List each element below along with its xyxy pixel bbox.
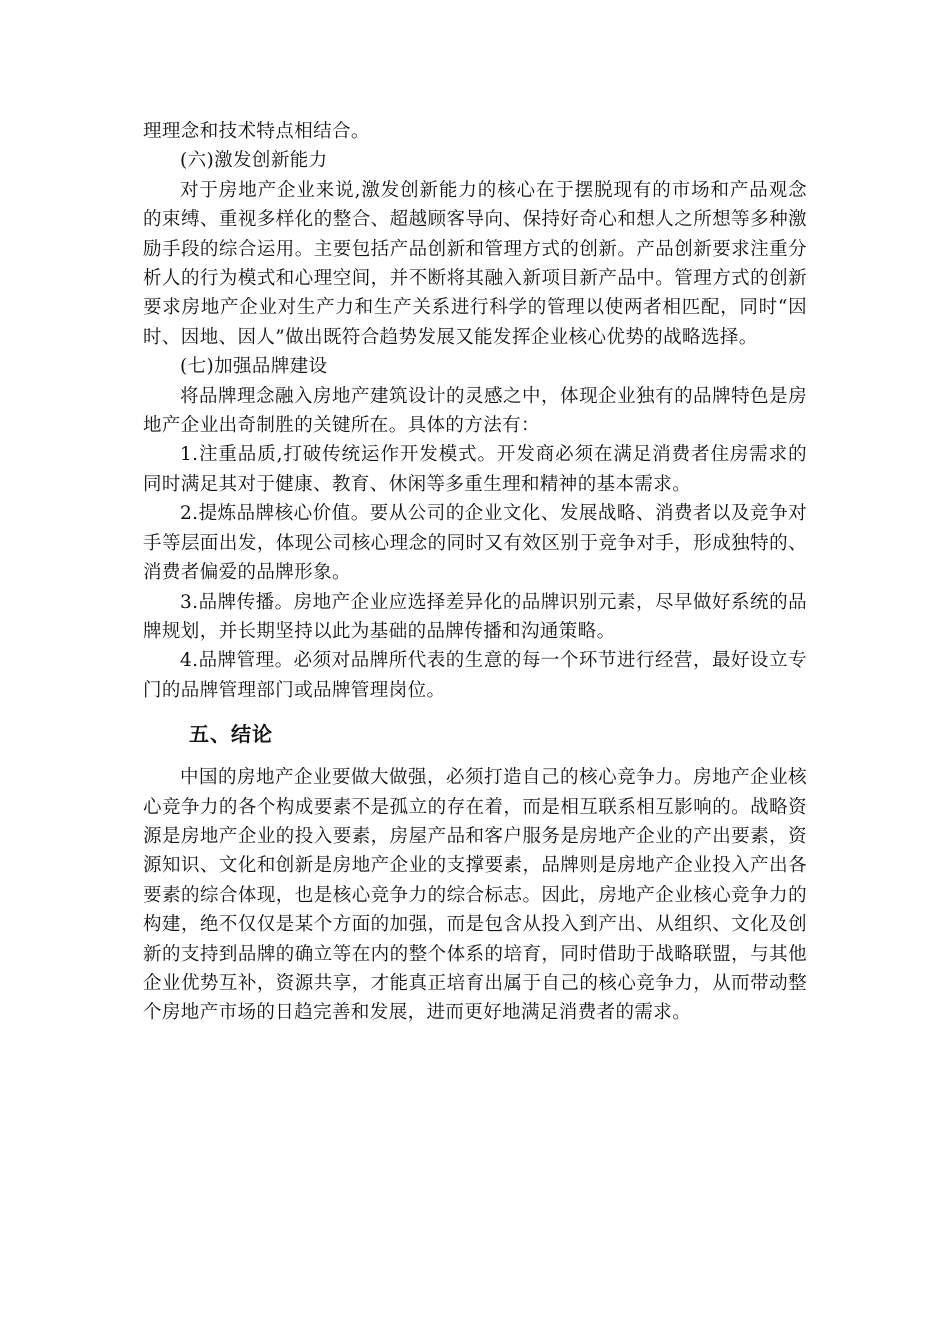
list-item-brand-management: 4.品牌管理。必须对品牌所代表的生意的每一个环节进行经营，最好设立专门的品牌管理部门或品牌管理岗位。 <box>143 650 807 701</box>
document-page <box>143 117 807 1028</box>
subheading-brand-building: (七)加强品牌建设 <box>180 356 328 378</box>
paragraph-brand-intro: 将品牌理念融入房地产建筑设计的灵感之中，体现企业独有的品牌特色是房地产企业出奇制胜的关键所在。具体的方法有： <box>143 385 807 437</box>
list-item-core-value: 2.提炼品牌核心价值。要从公司的企业文化、发展战略、消费者以及竞争对手等层面出发，体现公司核心理念的同时又有效区别于竞争对手，形成独特的、消费者偏爱的品牌形象。 <box>143 503 807 584</box>
paragraph-innovation: 对于房地产企业来说,激发创新能力的核心在于摆脱现有的市场和产品观念的束缚、重视多样化的整合、超越顾客导向、保持好奇心和想人之所想等多种激励手段的综合运用。主要包括产品创新和管理方式的创新。产品创新要求注重分析人的行为模式和心理空间，并不断将其融入新项目新产品中。管理方式的创新要求房地产企业对生产力和生产关系进行科学的管理以使两者相匹配，同时“因时、因地、因人”做出既符合趋势发展又能发挥企业核心优势的战略选择。 <box>143 179 807 348</box>
paragraph-continuation: 理理念和技术特点相结合。 <box>143 121 370 142</box>
subheading-stimulate-innovation: (六)激发创新能力 <box>180 150 328 172</box>
section-heading-conclusion: 五、结论 <box>189 722 273 747</box>
list-item-quality: 1.注重品质,打破传统运作开发模式。开发商必须在满足消费者住房需求的同时满足其对于健康、教育、休闲等多重生理和精神的基本需求。 <box>143 444 807 495</box>
list-item-brand-communication: 3.品牌传播。房地产企业应选择差异化的品牌识别元素，尽早做好系统的品牌规划，并长期坚持以此为基础的品牌传播和沟通策略。 <box>143 591 807 642</box>
paragraph-conclusion: 中国的房地产企业要做大做强，必须打造自己的核心竞争力。房地产企业核心竞争力的各个构成要素不是孤立的存在着，而是相互联系相互影响的。战略资源是房地产企业的投入要素，房屋产品和客户服务是房地产企业的产出要素，资源知识、文化和创新是房地产企业的支撑要素，品牌则是房地产企业投入产出各要素的综合体现，也是核心竞争力的综合标志。因此，房地产企业核心竞争力的构建，绝不仅仅是某个方面的加强，而是包含从投入到产出、从组织、文化及创新的支持到品牌的确立等在内的整个体系的培育，同时借助于战略联盟，与其他企业优势互补，资源共享，才能真正培育出属于自己的核心竞争力，从而带动整个房地产市场的日趋完善和发展，进而更好地满足消费者的需求。 <box>143 767 807 1024</box>
